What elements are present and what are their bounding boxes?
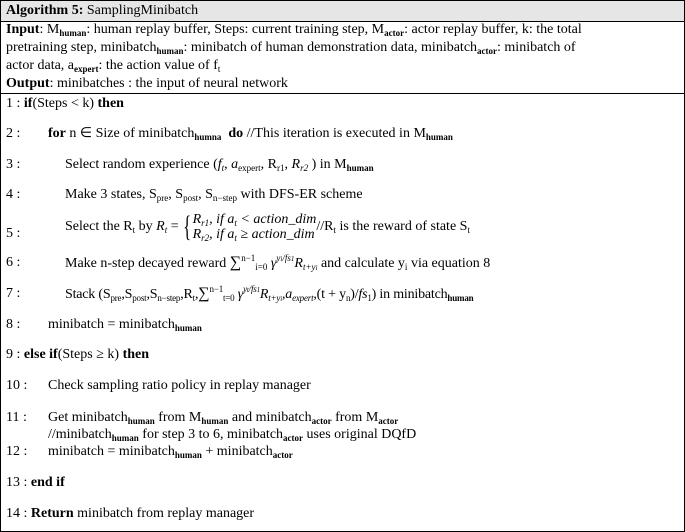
input-subscript: human: [156, 46, 184, 56]
subscript: post: [132, 293, 147, 303]
step-1: [6, 96, 124, 112]
subscript: t=0: [223, 293, 235, 303]
step-text: =: [167, 219, 183, 235]
step-6-body: [65, 255, 490, 272]
subscript: t+y: [302, 262, 316, 272]
subscript: r2: [201, 233, 210, 243]
superscript: y: [276, 253, 281, 263]
step-number: 6 :: [6, 255, 21, 270]
math-text: , if a: [209, 212, 235, 227]
step-6: [6, 255, 20, 271]
step-text: n ∈ Size of minibatch: [65, 126, 195, 141]
step-14: [6, 506, 254, 522]
step-number: 11 :: [6, 410, 27, 425]
subscript: human: [111, 433, 139, 443]
subscript: t+y: [268, 293, 281, 303]
input-subscript: human: [59, 28, 87, 38]
algorithm-title-bar: [1, 1, 684, 22]
step-number: 4 :: [6, 187, 21, 202]
step-text: ,S: [146, 287, 158, 302]
subscript: t: [467, 225, 470, 236]
input-subscript: expert: [74, 64, 99, 74]
math-text: , if a: [209, 227, 235, 242]
step-text: Select the R: [65, 219, 133, 235]
keyword: then: [97, 96, 124, 111]
step-text: minibatch from replay manager: [73, 506, 255, 521]
step-text: , S: [168, 187, 184, 202]
subscript: t: [132, 225, 136, 236]
step-text: Get minibatch: [48, 410, 128, 425]
input-subscript: t: [217, 64, 221, 74]
math-var: R: [192, 212, 202, 227]
keyword: then: [122, 347, 150, 362]
input-text: : human replay buffer, Steps: current training step, M: [86, 22, 385, 37]
step-11-body: [48, 410, 398, 426]
superscript: 1: [290, 255, 295, 263]
math-var: R: [192, 227, 202, 242]
subscript: post: [183, 193, 199, 203]
step-text: with DFS-ER scheme: [236, 187, 363, 202]
subscript: t: [333, 225, 337, 236]
subscript: n−step: [212, 193, 237, 203]
step-10: [6, 378, 27, 394]
summation-symbol: ∑: [229, 254, 242, 271]
step-text: Make 3 states, S: [65, 187, 157, 202]
step-2: [6, 126, 20, 142]
step-10-body: [48, 378, 311, 394]
step-text: ,: [194, 287, 199, 302]
step-text: Make n-step decayed reward: [65, 256, 230, 271]
step-text: Check sampling ratio policy in replay manager: [48, 378, 311, 393]
subscript: r1: [277, 163, 285, 173]
step-text: (Steps ≥ k): [57, 347, 123, 362]
subscript: t: [234, 218, 237, 228]
step-text: //R: [316, 219, 334, 235]
math-var: R: [156, 219, 165, 235]
piecewise-cases: [193, 212, 317, 242]
subscript: human: [127, 416, 155, 426]
keyword: if: [23, 96, 33, 111]
superscript: 1: [256, 286, 260, 294]
step-text: ) in M: [308, 157, 347, 172]
superscript: i: [280, 255, 283, 263]
case-1: [193, 212, 317, 227]
step-2-body: [48, 126, 453, 142]
math-var: a: [231, 157, 239, 172]
step-4: [6, 187, 20, 203]
subscript: r1: [201, 218, 210, 228]
step-text: Select random experience (: [65, 157, 218, 172]
step-text: ,R: [180, 287, 193, 302]
subscript: n: [345, 293, 351, 303]
superscript: n−1: [241, 253, 256, 263]
subscript: actor: [378, 416, 399, 426]
step-5: [6, 226, 20, 242]
superscript: t: [246, 286, 249, 294]
step-text: minibatch = minibatch: [48, 317, 175, 332]
step-text: by: [135, 219, 157, 235]
step-text: )/: [350, 287, 359, 302]
math-var: fs: [358, 287, 368, 302]
algorithm-name: SamplingMinibatch: [86, 3, 199, 18]
step-5-body: [65, 212, 470, 244]
step-number: 7 :: [6, 286, 21, 301]
subscript: expert: [292, 293, 314, 303]
input-line-3: [6, 58, 220, 74]
input-subscript: actor: [384, 28, 405, 38]
step-text: ,: [224, 157, 232, 172]
step-12: [6, 444, 27, 460]
subscript: n−step: [157, 293, 181, 303]
keyword: do: [228, 126, 244, 141]
step-number: 12 :: [6, 444, 28, 459]
input-text: : the action value of f: [98, 58, 218, 73]
step-text: //This iteration is executed in M: [243, 126, 426, 141]
step-number: 14 :: [6, 506, 31, 521]
input-text: : minibatch of: [497, 40, 576, 55]
step-text: ,: [281, 287, 286, 302]
math-var: R: [259, 287, 269, 302]
subscript: human: [346, 163, 374, 173]
subscript: t: [192, 293, 195, 303]
input-line-2: [6, 40, 576, 56]
step-9: [6, 347, 149, 363]
step-13: [6, 475, 65, 491]
subscript: i: [280, 295, 282, 303]
math-text: ≥ action_dim: [236, 227, 315, 242]
subscript: r2: [300, 163, 309, 173]
math-var: γ: [267, 256, 277, 271]
step-text: //minibatch: [48, 427, 112, 442]
step-text: ) in minibatch: [371, 287, 448, 302]
step-number: 9 :: [6, 347, 24, 362]
step-text: and minibatch: [228, 410, 312, 425]
step-text: minibatch = minibatch: [48, 444, 175, 459]
step-number: 5 :: [6, 226, 21, 241]
subscript: t: [164, 225, 168, 236]
subscript: t: [234, 233, 237, 243]
subscript: actor: [283, 433, 304, 443]
input-text: actor data, a: [6, 58, 75, 73]
step-3-body: [65, 157, 374, 173]
math-text: < action_dim: [236, 212, 317, 227]
step-text: ,: [284, 157, 292, 172]
math-var: R: [291, 157, 301, 172]
subscript: expert: [238, 163, 261, 173]
algorithm-title: [6, 3, 198, 19]
input-subscript: actor: [477, 46, 498, 56]
output-label: Output: [6, 76, 50, 91]
step-7: [6, 286, 20, 302]
input-text: : minibatch of human demonstration data, minibatch: [183, 40, 478, 55]
step-text: Stack (S: [65, 287, 111, 302]
step-number: 10 :: [6, 378, 28, 393]
step-text: ,(t + y: [313, 287, 346, 302]
step-7-body: [65, 286, 473, 303]
superscript: n−1: [209, 284, 223, 294]
step-number: 3 :: [6, 157, 21, 172]
subscript: human: [447, 293, 474, 303]
step-12-body: [48, 444, 293, 460]
input-text: : M: [39, 22, 60, 37]
keyword: end if: [30, 475, 65, 490]
step-8: [6, 317, 20, 333]
step-4-body: [65, 187, 363, 203]
subscript: i: [404, 262, 408, 272]
step-number: 8 :: [6, 317, 21, 332]
subscript: t: [221, 163, 225, 173]
subscript: human: [174, 323, 202, 333]
keyword: else if: [23, 347, 58, 362]
output-text: : minibatches : the input of neural network: [49, 76, 288, 91]
step-text: uses original DQfD: [303, 427, 417, 442]
step-text: (Steps < k): [32, 96, 98, 111]
subscript: human: [174, 450, 202, 460]
step-text: is the reward of state S: [336, 219, 468, 235]
math-var: a: [285, 287, 293, 302]
step-text: for step 3 to 6, minibatch: [138, 427, 284, 442]
step-number: 1 :: [6, 96, 24, 111]
subscript: human: [201, 416, 229, 426]
superscript: y: [243, 284, 247, 294]
step-text: + minibatch: [201, 444, 273, 459]
subscript: i: [315, 264, 318, 272]
math-var: f: [217, 157, 222, 172]
input-text: : actor replay buffer, k: the total: [404, 22, 582, 37]
superscript: /fs: [282, 253, 291, 263]
subscript: human: [425, 132, 453, 142]
step-text: ,S: [121, 287, 133, 302]
keyword: Return: [30, 506, 74, 521]
subscript: pre: [156, 193, 169, 203]
step-8-body: [48, 317, 202, 333]
case-2: [193, 227, 317, 242]
summation-symbol: ∑: [198, 285, 210, 302]
math-var: γ: [234, 287, 244, 302]
step-number: 2 :: [6, 126, 21, 141]
subscript: actor: [311, 416, 332, 426]
subscript: 1: [367, 293, 372, 303]
subscript: pre: [110, 293, 122, 303]
superscript: /fs: [248, 284, 257, 294]
subscript: humna: [194, 132, 222, 142]
input-line-1: [6, 22, 582, 38]
step-number: 13 :: [6, 475, 31, 490]
step-text: , S: [198, 187, 213, 202]
step-11: [6, 410, 27, 426]
input-label: Input: [6, 22, 40, 37]
left-brace: {: [183, 210, 192, 243]
keyword: for: [48, 126, 66, 141]
subscript: i=0: [255, 262, 268, 272]
step-text: and calculate y: [317, 256, 405, 271]
step-3: [6, 157, 20, 173]
step-text: from M: [331, 410, 379, 425]
subscript: actor: [272, 450, 293, 460]
input-text: pretraining step, minibatch: [6, 40, 157, 55]
output-line: [6, 76, 288, 92]
step-11-comment: [48, 427, 416, 443]
step-text: , R: [260, 157, 278, 172]
math-var: R: [294, 256, 303, 271]
step-text: from M: [154, 410, 202, 425]
input-output-section: [1, 21, 684, 94]
step-text: via equation 8: [407, 256, 491, 271]
algorithm-label: Algorithm 5:: [6, 3, 84, 18]
